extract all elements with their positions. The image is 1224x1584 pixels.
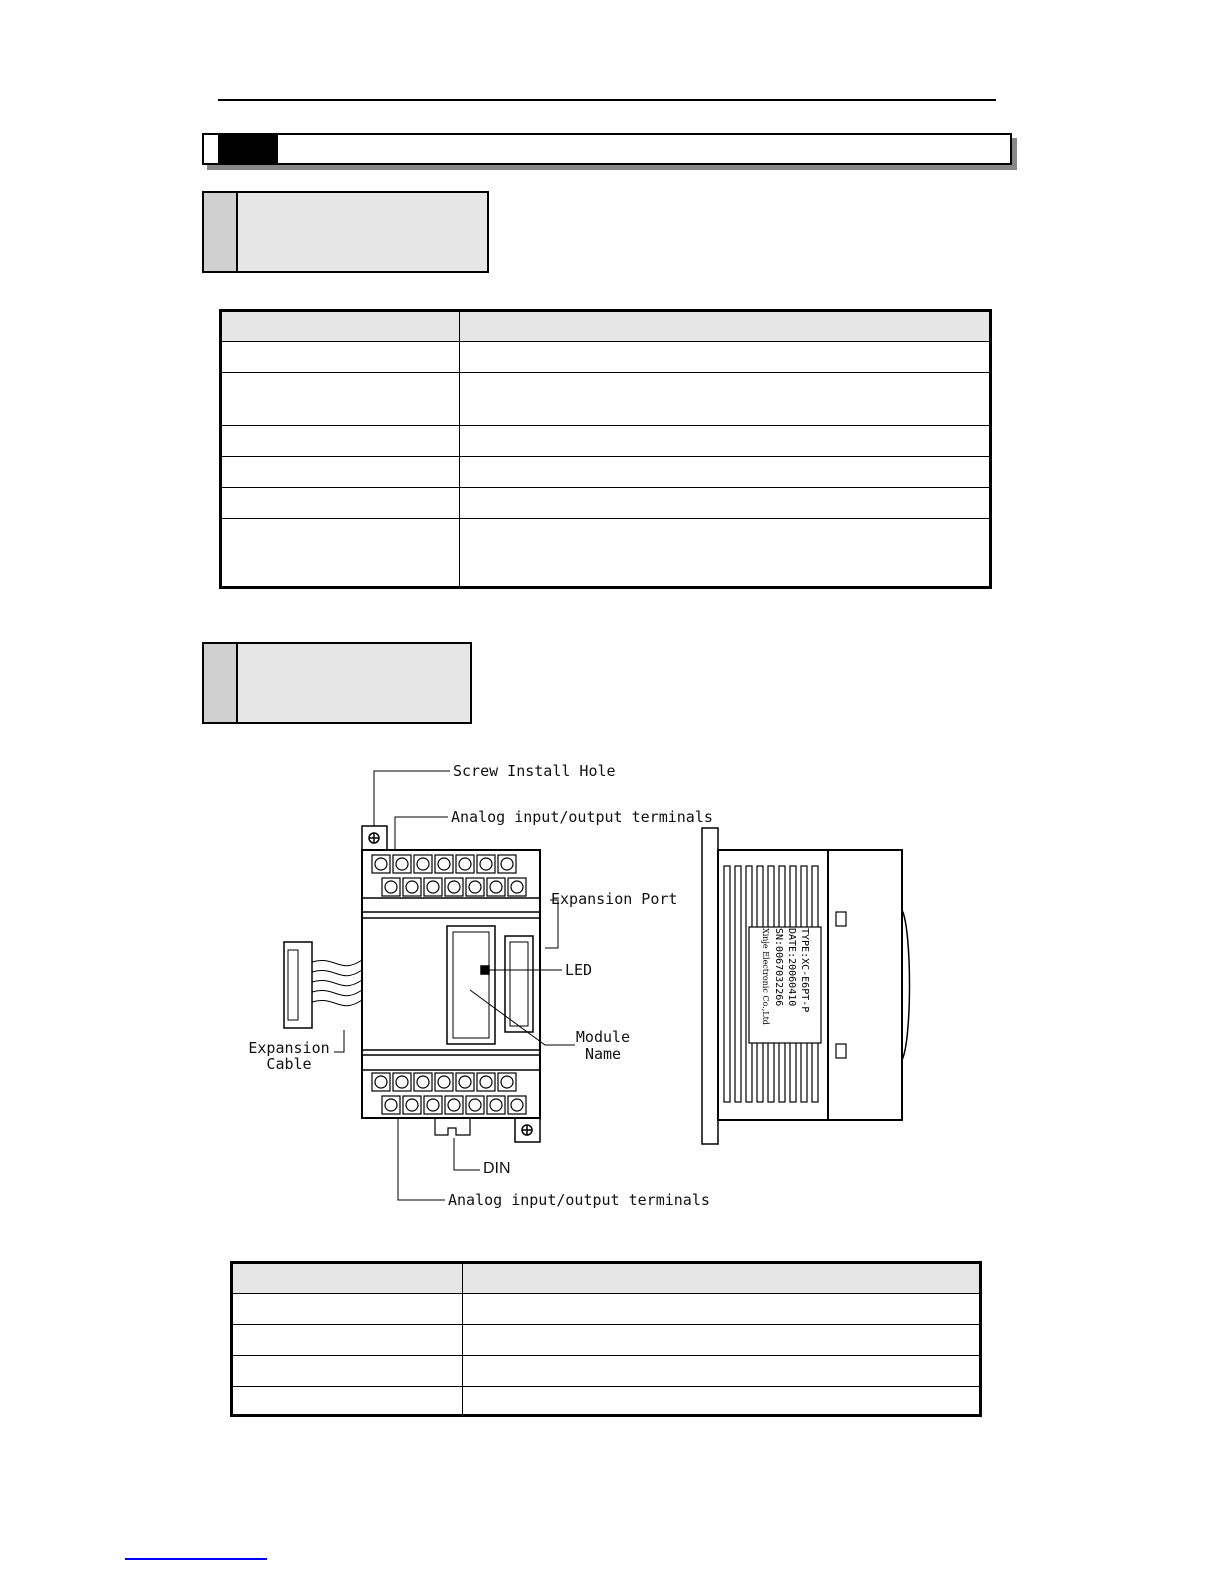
nameplate-maker: Xinje Electronic Co.,Ltd — [761, 928, 770, 1025]
nameplate-date: DATE:20060410 — [786, 928, 797, 1007]
footer-link[interactable] — [125, 1558, 267, 1560]
table-row — [232, 1356, 981, 1387]
spec-table-2 — [230, 1261, 982, 1417]
label-screw-install-hole: Screw Install Hole — [453, 762, 616, 780]
nameplate-sn: SN:0067032266 — [773, 928, 784, 1007]
table-row — [232, 1325, 981, 1356]
label-analog-terminals-top: Analog input/output terminals — [451, 808, 713, 826]
label-expansion-cable-1: Expansion — [248, 1039, 330, 1057]
label-led: LED — [565, 961, 593, 979]
label-module-name-2: Name — [584, 1045, 622, 1063]
module-front-view — [284, 826, 540, 1142]
nameplate-label — [759, 928, 811, 1042]
label-expansion-port: Expansion Port — [551, 890, 678, 908]
label-analog-terminals-bottom: Analog input/output terminals — [448, 1191, 710, 1209]
nameplate-type: TYPE:XC-E6PT-P — [799, 928, 810, 1013]
label-din: DIN — [483, 1160, 511, 1177]
table-row — [232, 1387, 981, 1416]
label-expansion-cable-2: Cable — [266, 1055, 312, 1073]
table-header-row — [232, 1263, 981, 1294]
label-module-name-1: Module — [575, 1028, 631, 1046]
table-row — [232, 1294, 981, 1325]
